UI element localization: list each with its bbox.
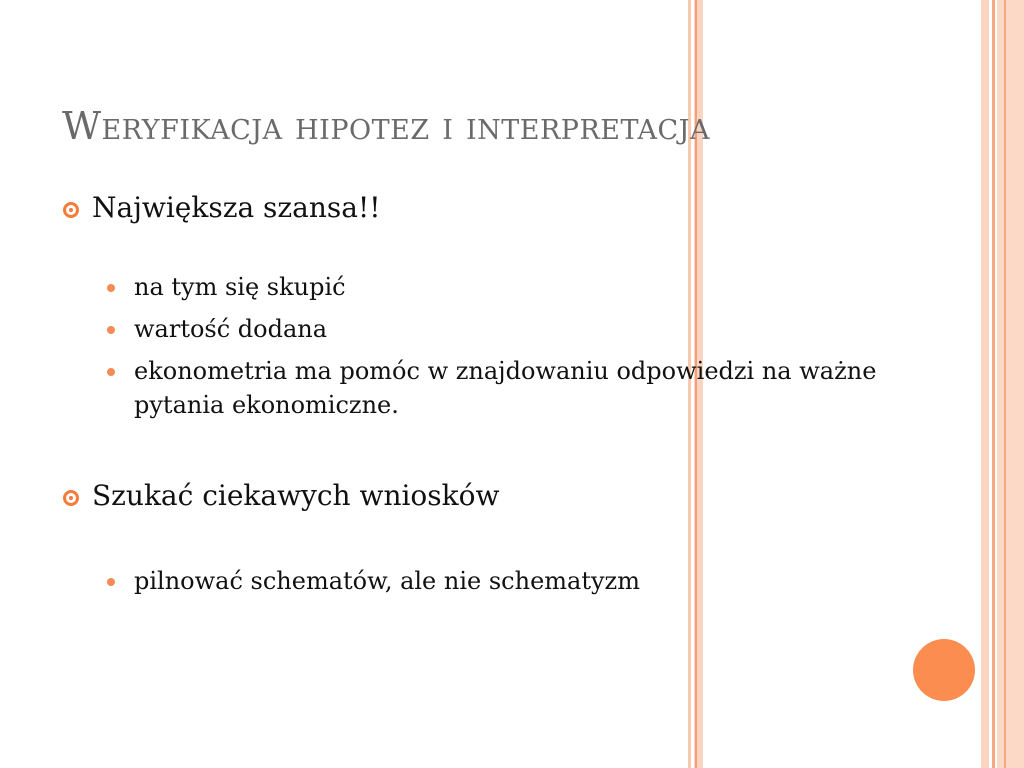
bullet-text: pilnować schematów, ale nie schematyzm	[134, 567, 640, 595]
slide-title: Weryfikacja hipotez i interpretacja	[62, 104, 710, 148]
bullet-level2	[60, 354, 914, 422]
bullet-text: na tym się skupić	[134, 273, 346, 301]
bullet-level2	[60, 312, 914, 346]
decorative-circle	[913, 639, 975, 701]
ring-bullet-icon	[63, 202, 79, 218]
dot-bullet-icon	[107, 284, 115, 292]
bullet-level1	[60, 476, 920, 516]
decorative-stripe	[981, 0, 989, 768]
ring-bullet-icon	[63, 490, 79, 506]
bullet-text: wartość dodana	[134, 315, 328, 343]
dot-bullet-icon	[107, 368, 115, 376]
bullet-level2	[60, 564, 914, 598]
bullet-level1	[60, 188, 920, 228]
section-heading: Największa szansa!!	[92, 191, 381, 224]
bullet-level2	[60, 270, 914, 304]
decorative-stripe	[1004, 0, 1006, 768]
bullet-text: ekonometria ma pomóc w znajdowaniu odpowiedzi na ważne pytania ekonomiczne.	[134, 357, 877, 419]
decorative-stripe	[992, 0, 995, 768]
slide-content	[60, 188, 920, 598]
dot-bullet-icon	[107, 578, 115, 586]
dot-bullet-icon	[107, 326, 115, 334]
section-heading: Szukać ciekawych wniosków	[92, 479, 500, 512]
decorative-stripe	[997, 0, 1024, 768]
